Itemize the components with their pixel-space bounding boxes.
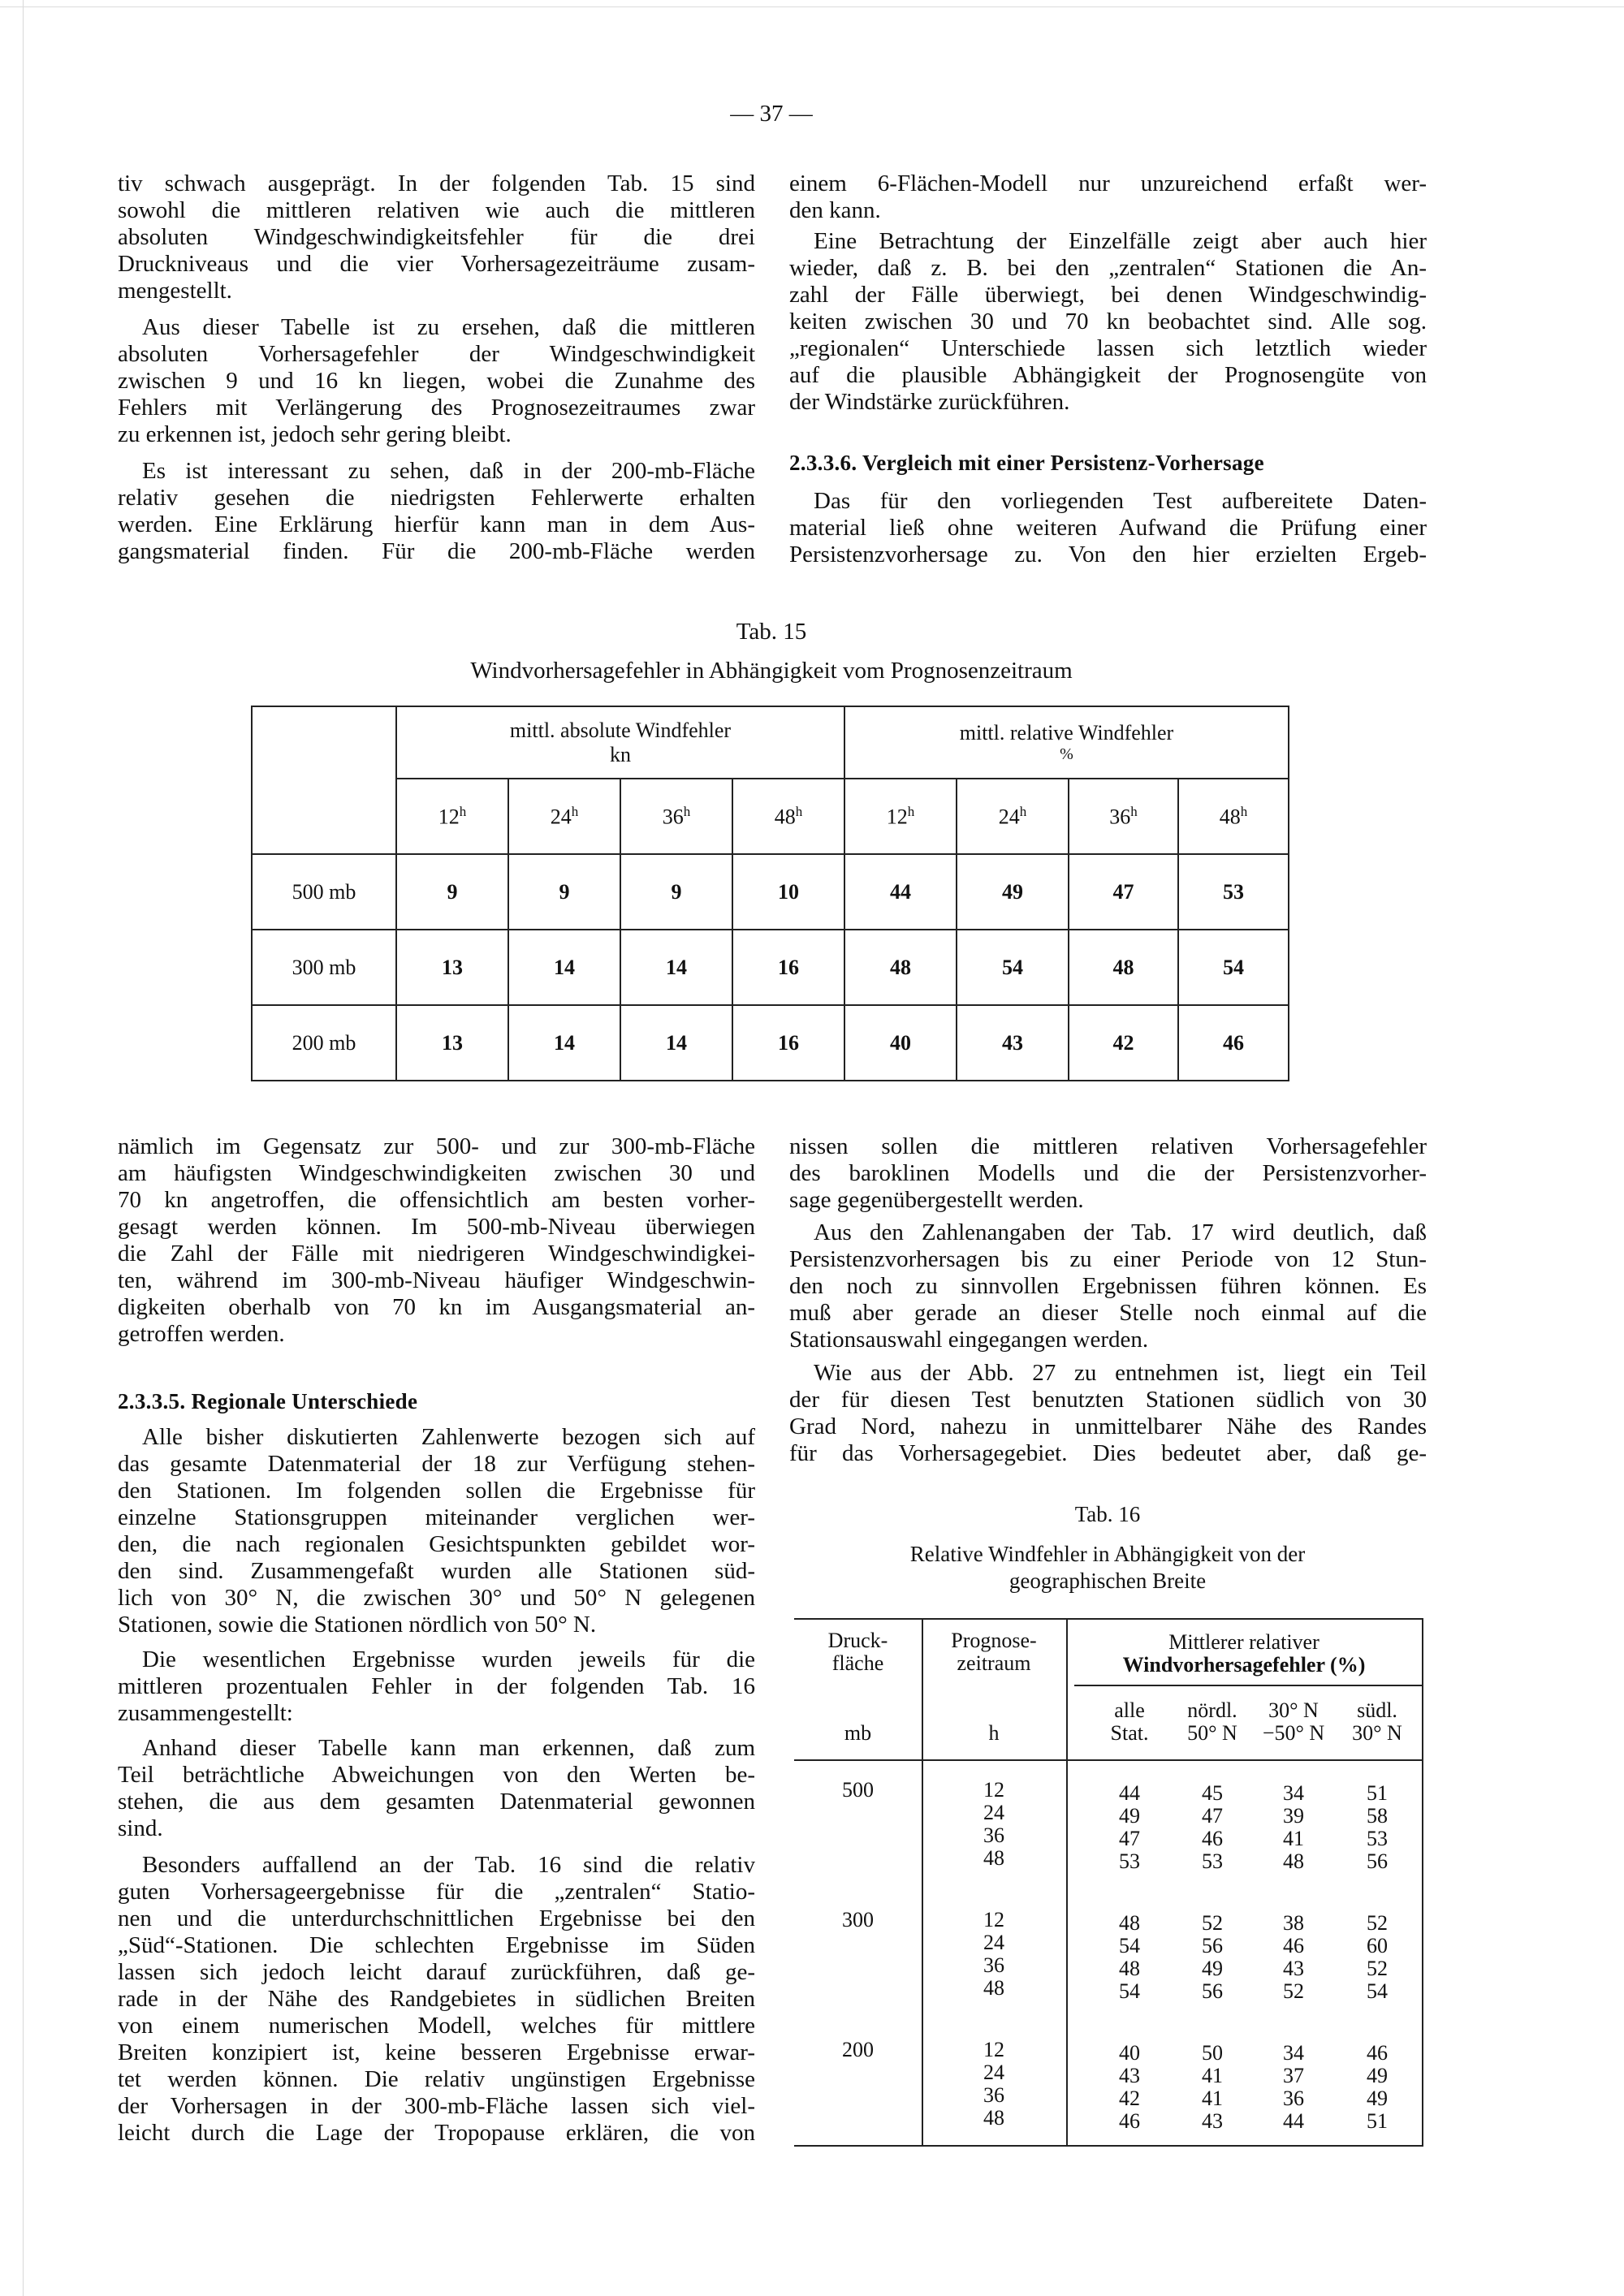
text-line: gangsmaterial finden. Für die 200-mb-Fläche werden bbox=[118, 538, 755, 564]
column-bottom-right bbox=[789, 1133, 1427, 1477]
text-line: das gesamte Datenmaterial der 18 zur Verfügung stehen- bbox=[118, 1451, 755, 1477]
table-cell: 9 bbox=[620, 854, 732, 930]
table-cell: 39 bbox=[1283, 1804, 1304, 1828]
header-druckflaeche: Druck- fläche bbox=[827, 1629, 888, 1675]
text-line: sind. bbox=[118, 1815, 163, 1841]
period-header: 12$^h$ bbox=[844, 779, 957, 854]
row-label: 200 mb bbox=[252, 1005, 396, 1081]
table-cell: 46 bbox=[1202, 1827, 1223, 1850]
table-cell: 56 bbox=[1202, 1979, 1223, 2003]
table-cell: 10 bbox=[732, 854, 844, 930]
unit-h: h bbox=[988, 1721, 1000, 1745]
table-16 bbox=[794, 1618, 1423, 2147]
text-line: der Vorhersagen in der 300-mb-Fläche lassen sich viel- bbox=[118, 2093, 755, 2119]
text-line: den kann. bbox=[789, 197, 881, 223]
table-cell: 52 bbox=[1283, 1979, 1304, 2003]
table-cell: 48 bbox=[1119, 1957, 1140, 1980]
table-15-title: Windvorhersagefehler in Abhängigkeit vom Prognosenzeitraum bbox=[470, 658, 1073, 684]
table-cell: 9 bbox=[508, 854, 620, 930]
period-cell: 36 bbox=[983, 1823, 1004, 1847]
title-line: Relative Windfehler in Abhängigkeit von der bbox=[909, 1542, 1306, 1566]
text-line: nen und die unterdurchschnittlichen Ergebnisse bei den bbox=[118, 1905, 755, 1931]
level-label: 200 bbox=[842, 2038, 874, 2061]
table-cell: 60 bbox=[1367, 1934, 1388, 1957]
text-line: absoluten Vorhersagefehler der Windgeschwindigkeit bbox=[118, 341, 755, 367]
text-line: Das für den vorliegenden Test aufbereitete Daten- bbox=[814, 488, 1427, 514]
table-row bbox=[252, 930, 1289, 1005]
header-prognosezeitraum: Prognose- zeitraum bbox=[951, 1629, 1037, 1675]
period-cell: 36 bbox=[983, 1953, 1004, 1977]
header-rule bbox=[1074, 1685, 1422, 1686]
text-line: Stationsauswahl eingegangen werden. bbox=[789, 1327, 1149, 1353]
period-header: 48$^h$ bbox=[1178, 779, 1289, 854]
group-header-absolute bbox=[396, 706, 844, 779]
text-line: Die wesentlichen Ergebnisse wurden jeweils für die bbox=[142, 1646, 755, 1672]
table-cell: 44 bbox=[844, 854, 957, 930]
table-15-label: Tab. 15 bbox=[736, 619, 807, 645]
text-line: sowohl die mittleren relativen wie auch die mittleren bbox=[118, 197, 755, 223]
table-cell: 40 bbox=[1119, 2041, 1140, 2065]
table-cell: 49 bbox=[957, 854, 1069, 930]
text-line: 70 kn angetroffen, die offensichtlich am besten vorher- bbox=[118, 1187, 755, 1213]
column-top-right bbox=[789, 170, 1427, 578]
header-group: Mittlerer relativer Windvorhersagefehler (%) bbox=[1122, 1630, 1366, 1677]
table-16-title bbox=[783, 1541, 1432, 1595]
table-cell: 38 bbox=[1283, 1911, 1304, 1935]
paragraph bbox=[789, 1219, 1427, 1353]
text-line: zwischen 9 und 16 kn liegen, wobei die Zunahme des bbox=[118, 368, 755, 394]
text-line: getroffen werden. bbox=[118, 1321, 285, 1347]
table-cell: 56 bbox=[1367, 1849, 1388, 1873]
table-cell: 45 bbox=[1202, 1781, 1223, 1805]
paragraph bbox=[789, 170, 1427, 224]
text-line: von einem numerischen Modell, welches für mittlere bbox=[118, 2013, 755, 2039]
text-line: die Zahl der Fälle mit niedrigeren Windgeschwindigkei- bbox=[118, 1241, 755, 1267]
table-cell: 49 bbox=[1202, 1957, 1223, 1980]
text-line: mittleren prozentualen Fehler in der folgenden Tab. 16 bbox=[118, 1673, 755, 1699]
text-line: muß aber gerade an dieser Stelle noch einmal auf die bbox=[789, 1300, 1427, 1326]
level-label: 500 bbox=[842, 1778, 874, 1802]
text-line: zahl der Fälle überwiegt, bei denen Windgeschwindig- bbox=[789, 282, 1427, 308]
header-rule bbox=[794, 1759, 1422, 1761]
table-cell: 47 bbox=[1202, 1804, 1223, 1828]
table-cell: 16 bbox=[732, 1005, 844, 1081]
column-top-left bbox=[118, 170, 755, 575]
text-line: rade in der Nähe des Randgebietes in südlichen Breiten bbox=[118, 1986, 755, 2012]
subcol-30-50: 30° N −50° N bbox=[1262, 1698, 1325, 1745]
text-line: Eine Betrachtung der Einzelfälle zeigt aber auch hier bbox=[814, 228, 1427, 254]
table-cell: 16 bbox=[732, 930, 844, 1005]
period-header: 24$^h$ bbox=[508, 779, 620, 854]
period-header: 12$^h$ bbox=[396, 779, 508, 854]
unit-mb: mb bbox=[844, 1721, 872, 1745]
table-cell: 40 bbox=[844, 1005, 957, 1081]
row-label: 500 mb bbox=[252, 854, 396, 930]
table-cell: 53 bbox=[1178, 854, 1289, 930]
period-cell: 24 bbox=[983, 1931, 1004, 1954]
title-line: geographischen Breite bbox=[1009, 1569, 1207, 1593]
table-cell: 14 bbox=[620, 930, 732, 1005]
group-header-relative bbox=[844, 706, 1289, 779]
period-cell: 12 bbox=[983, 2038, 1004, 2061]
text-line: Persistenzvorhersage zu. Von den hier erzielten Ergeb- bbox=[789, 542, 1427, 568]
scan-edge-line bbox=[23, 0, 24, 2296]
table-cell: 48 bbox=[1119, 1911, 1140, 1935]
text-line: ten, während im 300-mb-Niveau häufiger Windgeschwin- bbox=[118, 1267, 755, 1293]
period-cell: 12 bbox=[983, 1908, 1004, 1931]
period-header: 36$^h$ bbox=[1069, 779, 1178, 854]
text-line: den Stationen. Im folgenden sollen die Ergebnisse für bbox=[118, 1478, 755, 1504]
table-cell: 46 bbox=[1119, 2109, 1140, 2133]
text-line: lich von 30° N, die zwischen 30° und 50° N gelegenen bbox=[118, 1585, 755, 1611]
text-line: zusammengestellt: bbox=[118, 1700, 293, 1726]
table-cell: 41 bbox=[1202, 2064, 1223, 2087]
table-cell: 52 bbox=[1367, 1957, 1388, 1980]
paragraph bbox=[118, 1424, 755, 1638]
period-cell: 24 bbox=[983, 1801, 1004, 1824]
text-line: Persistenzvorhersagen bis zu einer Periode von 12 Stun- bbox=[789, 1246, 1427, 1272]
table-cell: 9 bbox=[396, 854, 508, 930]
table-cell: 46 bbox=[1367, 2041, 1388, 2065]
table-row bbox=[252, 854, 1289, 930]
text-line: einzelne Stationsgruppen miteinander verglichen wer- bbox=[118, 1504, 755, 1530]
paragraph bbox=[118, 1646, 755, 1727]
text-line: Grad Nord, nahezu in unmittelbarer Nähe des Randes bbox=[789, 1413, 1427, 1439]
table-cell: 43 bbox=[1283, 1957, 1304, 1980]
table-cell: 51 bbox=[1367, 2109, 1388, 2133]
period-header: 24$^h$ bbox=[957, 779, 1069, 854]
text-line: „Süd“-Stationen. Die schlechten Ergebnisse im Süden bbox=[118, 1932, 755, 1958]
paragraph bbox=[118, 1735, 755, 1842]
subcol-alle: alle Stat. bbox=[1110, 1698, 1149, 1745]
text-line: nissen sollen die mittleren relativen Vorhersagefehler bbox=[789, 1133, 1427, 1159]
table-cell: 54 bbox=[957, 930, 1069, 1005]
column-divider bbox=[1066, 1620, 1068, 2145]
unit-text: kn bbox=[610, 742, 631, 766]
header-text: mittl. absolute Windfehler bbox=[509, 718, 732, 742]
period-cell: 48 bbox=[983, 2106, 1004, 2130]
paragraph bbox=[789, 1360, 1427, 1467]
header-text: mittl. relative Windfehler bbox=[959, 721, 1174, 744]
text-line: zu erkennen ist, jedoch sehr gering bleibt. bbox=[118, 421, 512, 447]
table-cell: 53 bbox=[1367, 1827, 1388, 1850]
text-line: den, die nach regionalen Gesichtspunkten gebildet wor- bbox=[118, 1531, 755, 1557]
table-cell: 49 bbox=[1367, 2064, 1388, 2087]
table-cell: 47 bbox=[1069, 854, 1178, 930]
text-line: Wie aus der Abb. 27 zu entnehmen ist, liegt ein Teil bbox=[814, 1360, 1427, 1386]
text-line: den noch zu sinnvollen Ergebnissen führen können. Es bbox=[789, 1273, 1427, 1299]
section-heading: 2.3.3.5. Regionale Unterschiede bbox=[118, 1389, 418, 1413]
table-cell: 49 bbox=[1119, 1804, 1140, 1828]
text-line: wieder, daß z. B. bei den „zentralen“ Stationen die An- bbox=[789, 255, 1427, 281]
period-cell: 48 bbox=[983, 1846, 1004, 1870]
text-line: einem 6-Flächen-Modell nur unzureichend erfaßt wer- bbox=[789, 170, 1427, 196]
table-cell: 14 bbox=[620, 1005, 732, 1081]
table-cell: 54 bbox=[1178, 930, 1289, 1005]
paragraph bbox=[118, 314, 755, 448]
section-heading: 2.3.3.6. Vergleich mit einer Persistenz-Vorhersage bbox=[789, 451, 1264, 475]
text-line: material ließ ohne weiteren Aufwand die Prüfung einer bbox=[789, 515, 1427, 541]
text-line: Aus dieser Tabelle ist zu ersehen, daß die mittleren bbox=[142, 314, 755, 340]
table-cell: 36 bbox=[1283, 2087, 1304, 2110]
text-line: digkeiten oberhalb von 70 kn im Ausgangsmaterial an- bbox=[118, 1294, 755, 1320]
paragraph bbox=[789, 1133, 1427, 1214]
text-line: leicht durch die Lage der Tropopause erklären, die von bbox=[118, 2120, 755, 2146]
text-line: Alle bisher diskutierten Zahlenwerte bezogen sich auf bbox=[142, 1424, 755, 1450]
subcol-suedl: südl. 30° N bbox=[1352, 1698, 1402, 1745]
table-cell: 48 bbox=[844, 930, 957, 1005]
table-cell: 48 bbox=[1069, 930, 1178, 1005]
table-cell: 46 bbox=[1178, 1005, 1289, 1081]
text-line: Breiten konzipiert ist, keine besseren Ergebnisse erwar- bbox=[118, 2039, 755, 2065]
text-line: den sind. Zusammengefaßt wurden alle Stationen süd- bbox=[118, 1558, 755, 1584]
scan-edge-line bbox=[0, 6, 1624, 7]
text-line: Fehlers mit Verlängerung des Prognosezeitraumes zwar bbox=[118, 395, 755, 421]
table-cell: 44 bbox=[1119, 1781, 1140, 1805]
text-line: Teil beträchtliche Abweichungen von den Werten be- bbox=[118, 1762, 755, 1788]
table-row bbox=[252, 1005, 1289, 1081]
text-line: der für diesen Test benutzten Stationen südlich von 30 bbox=[789, 1387, 1427, 1413]
paragraph bbox=[789, 228, 1427, 416]
level-label: 300 bbox=[842, 1908, 874, 1931]
unit-text: % bbox=[1060, 745, 1073, 763]
text-line: relativ gesehen die niedrigsten Fehlerwerte erhalten bbox=[118, 485, 755, 511]
period-header: 48$^h$ bbox=[732, 779, 844, 854]
paragraph bbox=[118, 1133, 755, 1348]
table-cell: 53 bbox=[1202, 1849, 1223, 1873]
text-line: guten Vorhersageergebnisse für die „zentralen“ Statio- bbox=[118, 1879, 755, 1905]
table-cell: 37 bbox=[1283, 2064, 1304, 2087]
text-line: auf die plausible Abhängigkeit der Prognosengüte von bbox=[789, 362, 1427, 388]
corner-cell bbox=[252, 706, 396, 854]
table-cell: 49 bbox=[1367, 2087, 1388, 2110]
table-cell: 44 bbox=[1283, 2109, 1304, 2133]
text-line: „regionalen“ Unterschiede lassen sich letztlich wieder bbox=[789, 335, 1427, 361]
text-line: tet werden können. Die relativ ungünstigen Ergebnisse bbox=[118, 2066, 755, 2092]
period-cell: 48 bbox=[983, 1976, 1004, 2000]
text-line: mengestellt. bbox=[118, 278, 232, 304]
text-line: lassen sich jedoch leicht darauf zurückführen, daß ge- bbox=[118, 1959, 755, 1985]
text-line: Anhand dieser Tabelle kann man erkennen, daß zum bbox=[142, 1735, 755, 1761]
table-cell: 50 bbox=[1202, 2041, 1223, 2065]
table-cell: 47 bbox=[1119, 1827, 1140, 1850]
text-line: gesagt werden können. Im 500-mb-Niveau überwiegen bbox=[118, 1214, 755, 1240]
table-cell: 41 bbox=[1283, 1827, 1304, 1850]
table-cell: 43 bbox=[1119, 2064, 1140, 2087]
text-line: Aus den Zahlenangaben der Tab. 17 wird deutlich, daß bbox=[814, 1219, 1427, 1245]
text-line: keiten zwischen 30 und 70 kn beobachtet sind. Alle sog. bbox=[789, 309, 1427, 334]
period-cell: 36 bbox=[983, 2083, 1004, 2107]
table-cell: 41 bbox=[1202, 2087, 1223, 2110]
text-line: tiv schwach ausgeprägt. In der folgenden Tab. 15 sind bbox=[118, 170, 755, 196]
text-line: werden. Eine Erklärung hierfür kann man in dem Aus- bbox=[118, 511, 755, 537]
table-cell: 56 bbox=[1202, 1934, 1223, 1957]
page-number: — 37 — bbox=[730, 101, 813, 127]
table-cell: 34 bbox=[1283, 2041, 1304, 2065]
text-line: Besonders auffallend an der Tab. 16 sind die relativ bbox=[142, 1852, 755, 1878]
table-cell: 42 bbox=[1119, 2087, 1140, 2110]
text-line: stehen, die aus dem gesamten Datenmaterial gewonnen bbox=[118, 1789, 755, 1815]
row-label: 300 mb bbox=[252, 930, 396, 1005]
table-cell: 52 bbox=[1202, 1911, 1223, 1935]
text-line: Stationen, sowie die Stationen nördlich von 50° N. bbox=[118, 1612, 597, 1638]
table-cell: 14 bbox=[508, 1005, 620, 1081]
table-15 bbox=[251, 706, 1289, 1081]
column-bottom-left bbox=[118, 1133, 755, 2156]
text-line: absoluten Windgeschwindigkeitsfehler für die drei bbox=[118, 224, 755, 250]
paragraph bbox=[118, 458, 755, 565]
subcol-noerdl: nördl. 50° N bbox=[1187, 1698, 1237, 1745]
table-cell: 52 bbox=[1367, 1911, 1388, 1935]
text-line: Druckniveaus und die vier Vorhersagezeiträume zusam- bbox=[118, 251, 755, 277]
text-line: für das Vorhersagegebiet. Dies bedeutet aber, daß ge- bbox=[789, 1440, 1427, 1466]
table-cell: 46 bbox=[1283, 1934, 1304, 1957]
text-line: sage gegenübergestellt werden. bbox=[789, 1187, 1084, 1213]
table-cell: 58 bbox=[1367, 1804, 1388, 1828]
period-cell: 12 bbox=[983, 1778, 1004, 1802]
period-header: 36$^h$ bbox=[620, 779, 732, 854]
table-cell: 51 bbox=[1367, 1781, 1388, 1805]
table-16-label: Tab. 16 bbox=[1074, 1502, 1141, 1526]
text-line: des baroklinen Modells und die der Persistenzvorher- bbox=[789, 1160, 1427, 1186]
table-cell: 34 bbox=[1283, 1781, 1304, 1805]
table-cell: 43 bbox=[1202, 2109, 1223, 2133]
period-cell: 24 bbox=[983, 2061, 1004, 2084]
table-cell: 43 bbox=[957, 1005, 1069, 1081]
text-line: nämlich im Gegensatz zur 500- und zur 300-mb-Fläche bbox=[118, 1133, 755, 1159]
table-cell: 42 bbox=[1069, 1005, 1178, 1081]
table-cell: 13 bbox=[396, 1005, 508, 1081]
table-cell: 13 bbox=[396, 930, 508, 1005]
paragraph bbox=[118, 170, 755, 304]
paragraph bbox=[789, 488, 1427, 568]
table-cell: 54 bbox=[1119, 1934, 1140, 1957]
text-line: am häufigsten Windgeschwindigkeiten zwischen 30 und bbox=[118, 1160, 755, 1186]
text-line: Es ist interessant zu sehen, daß in der 200-mb-Fläche bbox=[142, 458, 755, 484]
table-cell: 54 bbox=[1119, 1979, 1140, 2003]
table-cell: 48 bbox=[1283, 1849, 1304, 1873]
paragraph bbox=[118, 1852, 755, 2147]
text-line: der Windstärke zurückführen. bbox=[789, 389, 1070, 415]
table-cell: 14 bbox=[508, 930, 620, 1005]
table-cell: 53 bbox=[1119, 1849, 1140, 1873]
table-cell: 54 bbox=[1367, 1979, 1388, 2003]
